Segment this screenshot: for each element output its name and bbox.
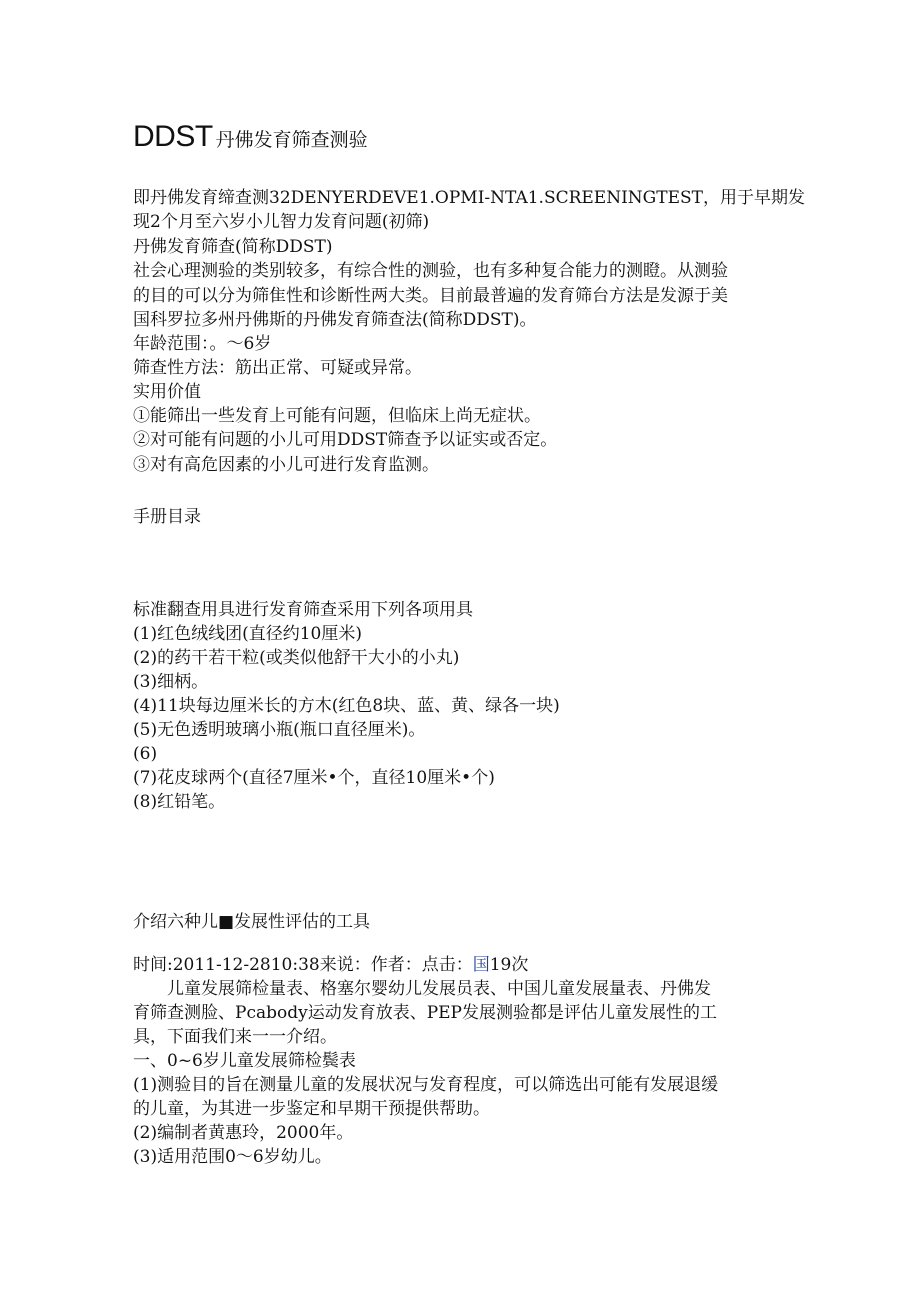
body-line: 具，下面我们来一一介绍。	[133, 1027, 337, 1047]
tool-item: (4)11块每边厘米长的方木(红色8块、蓝、黄、绿各一块)	[133, 696, 560, 716]
practical-item: ①能筛出一些发育上可能有问题，但临床上尚无症状。	[133, 406, 541, 426]
click-count-glyph: 国	[472, 955, 490, 975]
intro-line: 的目的可以分为筛隹性和诊断性两大类。目前最普遍的发育筛台方法是发源于美	[133, 286, 728, 306]
meta-prefix: 时间:2011-12-2810:38来说：作者：点击：	[133, 955, 473, 975]
title-subtitle: 丹佛发育筛查测验	[215, 129, 368, 151]
document-title	[133, 120, 368, 154]
title-ddst: DDST	[133, 120, 213, 153]
tool-item: (3)细柄。	[133, 672, 209, 692]
tool-item: (6)	[133, 744, 158, 764]
intro-line: 即丹佛发育缔查测32DENYERDEVE1.OPMI-NTA1.SCREENINGTEST，用于早期发	[133, 188, 805, 208]
section-heading-line: 一、0~6岁儿童发展筛检鬓表	[133, 1051, 356, 1071]
body-line: (2)编制者黄惠玲，2000年。	[133, 1123, 354, 1143]
body-line: 育筛查测脸、Pcabody运动发育放表、PEP发展测验都是评估儿童发展性的工	[133, 1003, 717, 1023]
tools-intro: 标准翻查用具进行发育筛查采用下列各项用具	[133, 600, 473, 620]
intro-line: 社会心理测验的类别较多，有综合性的测验，也有多种复合能力的测瞪。从测验	[133, 261, 728, 281]
body-line: (1)测验目的旨在测量儿童的发展状况与发育程度，可以筛选出可能有发展退缓	[133, 1075, 719, 1095]
tool-item: (8)红铅笔。	[133, 792, 226, 812]
body-line: (3)适用范围0〜6岁幼儿。	[133, 1147, 332, 1167]
tool-item: (2)的药干若干粒(或类似他舒干大小的小丸)	[133, 648, 460, 668]
manual-heading: 手册目录	[133, 507, 201, 527]
article-meta	[133, 953, 528, 977]
tool-item: (7)花皮球两个(直径7厘米•个，直径10厘米•个)	[133, 768, 495, 788]
meta-suffix: 19次	[489, 955, 529, 975]
intro-line: 国科罗拉多州丹佛斯的丹佛发育筛查法(简称DDST)。	[133, 310, 537, 330]
age-range: 年龄范围：。〜6岁	[133, 334, 272, 354]
tool-item: (1)红色绒线团(直径约10厘米)	[133, 624, 362, 644]
intro-line: 丹佛发育筛查(简称DDST)	[133, 237, 333, 257]
body-line: 儿童发展筛检量表、格塞尔婴幼儿发展员表、中国儿童发展量表、丹佛发	[167, 979, 711, 999]
tool-item: (5)无色透明玻璃小瓶(瓶口直径厘米)。	[133, 720, 426, 740]
six-tools-heading: 介绍六种儿■发展性评估的工具	[133, 912, 371, 932]
body-line: 的儿童，为其进一步鉴定和早期干预提供帮助。	[133, 1099, 490, 1119]
intro-line: 现2个月至六岁小儿智力发育问题(初筛)	[133, 212, 430, 232]
practical-heading: 实用价值	[133, 382, 201, 402]
practical-item: ③对有高危因素的小儿可进行发育监测。	[133, 455, 439, 475]
screening-method: 筛查性方法：筋出正常、可疑或异常。	[133, 358, 422, 378]
practical-item: ②对可能有问题的小儿可用DDST筛查予以证实或否定。	[133, 430, 558, 450]
